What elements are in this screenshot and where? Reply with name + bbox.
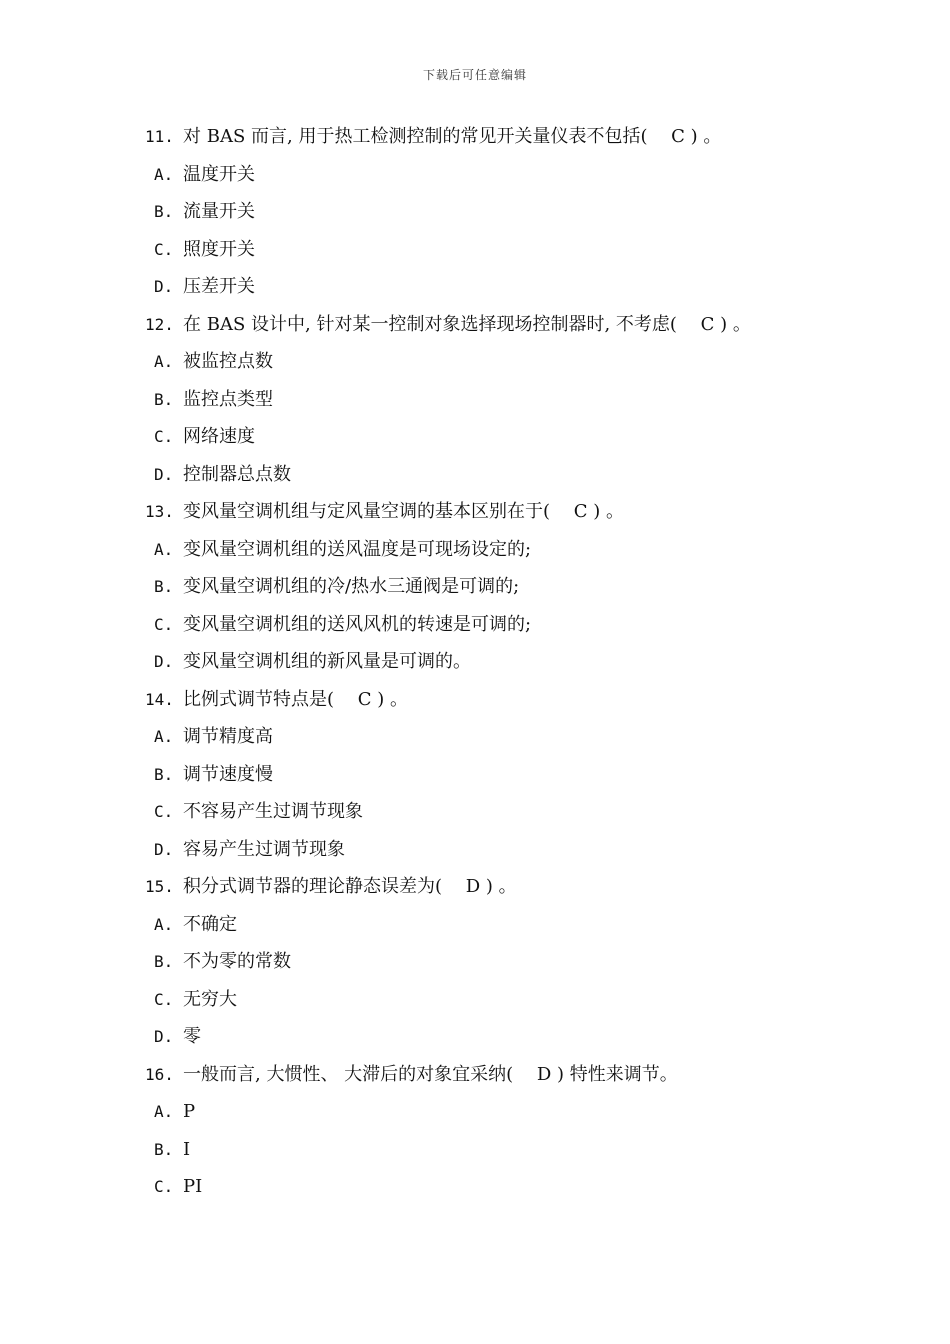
question-number: 13. [145,502,174,521]
question-number: 11. [145,127,174,146]
option-letter: A. [154,164,174,184]
option-14-a [0,718,950,756]
option-13-b [0,568,950,606]
option-text: 无穷大 [183,988,237,1010]
option-text: 监控点类型 [183,388,273,410]
option-text: 调节精度高 [183,726,273,747]
option-12-b [0,381,950,419]
question-list [0,118,950,1206]
option-letter: A. [154,539,174,559]
question-14 [0,681,950,719]
option-16-a [0,1093,950,1131]
question-number: 12. [145,314,174,334]
question-text: 积分式调节器的理论静态误差为( D ) 。 [183,876,517,897]
option-letter: D. [154,464,174,484]
option-text: 流量开关 [183,201,255,222]
option-text: 变风量空调机组的送风温度是可现场设定的; [183,538,532,560]
option-letter: B. [154,764,174,784]
option-11-a [0,156,950,194]
option-letter: B. [154,389,174,409]
option-text: 零 [183,1026,201,1047]
option-text: 被监控点数 [183,351,273,372]
option-text: 控制器总点数 [183,463,291,485]
question-text: 对 BAS 而言, 用于热工检测控制的常见开关量仪表不包括( C ) 。 [183,126,722,147]
question-15 [0,868,950,906]
option-text: 压差开关 [183,276,255,297]
option-letter: D. [154,652,174,671]
option-letter: A. [154,727,174,746]
option-text: 变风量空调机组的新风量是可调的。 [183,651,471,672]
option-letter: B. [154,202,174,221]
question-number: 14. [145,689,174,709]
question-text: 在 BAS 设计中, 针对某一控制对象选择现场控制器时, 不考虑( C ) 。 [183,313,751,335]
option-13-a [0,531,950,569]
option-letter: B. [154,1139,174,1159]
option-letter: A. [154,914,174,934]
question-11 [0,118,950,156]
option-letter: C. [154,989,174,1009]
option-letter: A. [154,352,174,371]
option-13-d [0,643,950,681]
option-15-d [0,1018,950,1056]
option-letter: A. [154,1102,174,1121]
option-11-d [0,268,950,306]
question-16 [0,1056,950,1094]
question-text: 比例式调节特点是( C ) 。 [183,688,408,710]
option-letter: D. [154,277,174,296]
option-text: 变风量空调机组的送风风机的转速是可调的; [183,613,532,635]
option-text: 变风量空调机组的冷/热水三通阀是可调的; [183,576,520,597]
option-letter: D. [154,839,174,859]
option-text: 调节速度慢 [183,763,273,785]
option-letter: B. [154,952,174,971]
option-letter: C. [154,614,174,634]
option-text: 不容易产生过调节现象 [183,801,363,822]
option-15-b [0,943,950,981]
option-text: 容易产生过调节现象 [183,838,345,860]
option-14-c [0,793,950,831]
option-12-d [0,456,950,494]
option-letter: B. [154,577,174,596]
option-12-c [0,418,950,456]
option-14-d [0,831,950,869]
question-text: 变风量空调机组与定风量空调的基本区别在于( C ) 。 [183,501,624,522]
option-11-c [0,231,950,269]
question-text: 一般而言, 大惯性、 大滞后的对象宜采纳( D ) 特性来调节。 [183,1063,678,1085]
option-letter: C. [154,427,174,446]
option-text: 不为零的常数 [183,951,291,972]
page-header: 下载后可任意编辑 [422,68,527,82]
option-letter: C. [154,239,174,259]
question-number: 16. [145,1064,174,1084]
option-15-a [0,906,950,944]
option-13-c [0,606,950,644]
option-text: PI [183,1176,203,1197]
question-13 [0,493,950,531]
option-text: 不确定 [183,913,237,935]
question-12 [0,306,950,344]
option-15-c [0,981,950,1019]
option-text: 温度开关 [183,163,255,185]
option-12-a [0,343,950,381]
option-letter: D. [154,1027,174,1046]
option-letter: C. [154,1177,174,1196]
option-text: 照度开关 [183,238,255,260]
option-16-b [0,1131,950,1169]
question-number: 15. [145,877,174,896]
option-text: 网络速度 [183,426,255,447]
option-14-b [0,756,950,794]
option-16-c [0,1168,950,1206]
option-text: I [183,1138,191,1160]
option-letter: C. [154,802,174,821]
option-text: P [183,1101,196,1122]
option-11-b [0,193,950,231]
